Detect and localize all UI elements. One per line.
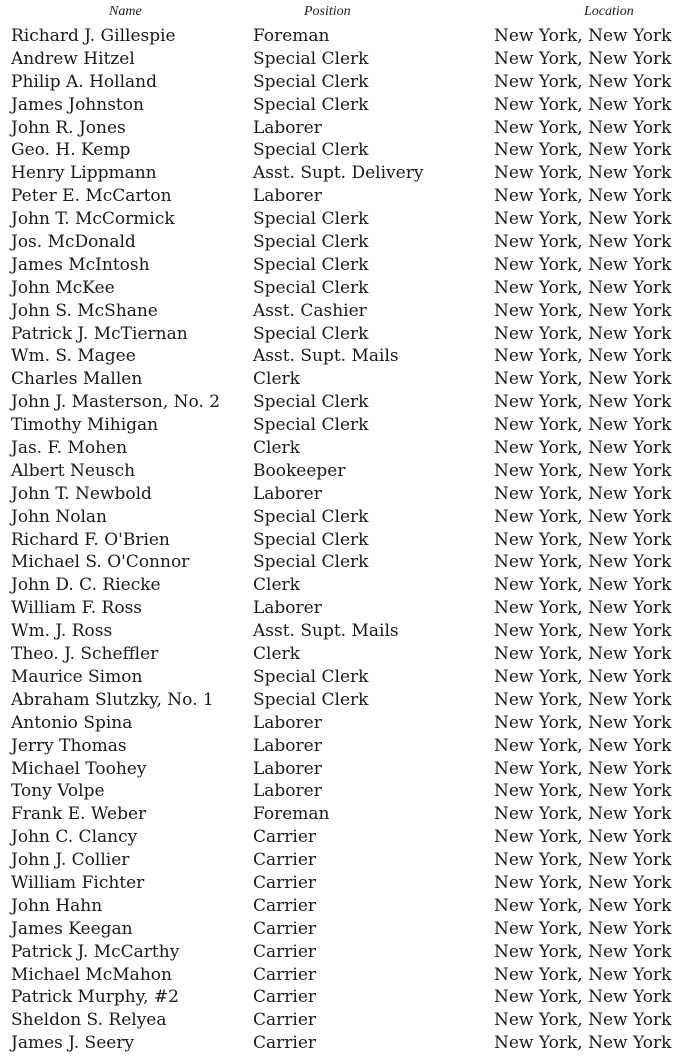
cell-location: New York, New York xyxy=(494,712,672,733)
cell-location: New York, New York xyxy=(494,666,672,687)
cell-name: Patrick Murphy, #2 xyxy=(11,987,179,1008)
cell-name: Andrew Hitzel xyxy=(11,48,135,69)
cell-position: Clerk xyxy=(253,644,300,665)
cell-position: Asst. Supt. Delivery xyxy=(253,163,424,184)
cell-location: New York, New York xyxy=(494,254,672,275)
cell-position: Special Clerk xyxy=(253,277,369,298)
cell-name: James McIntosh xyxy=(11,254,150,275)
cell-location: New York, New York xyxy=(494,735,672,756)
cell-name: James Johnston xyxy=(11,94,144,115)
cell-name: Maurice Simon xyxy=(11,666,143,687)
cell-location: New York, New York xyxy=(494,598,672,619)
table-row xyxy=(0,918,700,941)
cell-position: Carrier xyxy=(253,964,317,985)
table-row xyxy=(0,1009,700,1032)
column-header-name: Name xyxy=(109,4,142,19)
table-row xyxy=(0,529,700,552)
table-row xyxy=(0,391,700,414)
cell-name: Jos. McDonald xyxy=(11,232,136,253)
cell-position: Special Clerk xyxy=(253,323,369,344)
table-row xyxy=(0,826,700,849)
cell-name: James Keegan xyxy=(11,918,133,939)
cell-name: John R. Jones xyxy=(11,117,126,138)
cell-name: Michael S. O'Connor xyxy=(11,552,190,573)
table-row xyxy=(0,323,700,346)
cell-name: John Nolan xyxy=(11,506,107,527)
table-row xyxy=(0,208,700,231)
cell-name: William Fichter xyxy=(11,872,145,893)
table-row xyxy=(0,460,700,483)
cell-name: John T. Newbold xyxy=(11,483,152,504)
cell-position: Clerk xyxy=(253,575,300,596)
cell-location: New York, New York xyxy=(494,438,672,459)
table-row xyxy=(0,483,700,506)
table-row xyxy=(0,437,700,460)
cell-name: Jerry Thomas xyxy=(11,735,127,756)
table-row xyxy=(0,71,700,94)
table-row xyxy=(0,300,700,323)
cell-location: New York, New York xyxy=(494,392,672,413)
table-row xyxy=(0,986,700,1009)
cell-location: New York, New York xyxy=(494,689,672,710)
cell-location: New York, New York xyxy=(494,94,672,115)
cell-location: New York, New York xyxy=(494,506,672,527)
table-row xyxy=(0,689,700,712)
cell-name: John J. Collier xyxy=(11,850,130,871)
cell-name: John D. C. Riecke xyxy=(11,575,161,596)
cell-name: John J. Masterson, No. 2 xyxy=(11,392,221,413)
cell-position: Carrier xyxy=(253,941,317,962)
cell-name: Geo. H. Kemp xyxy=(11,140,131,161)
cell-position: Carrier xyxy=(253,1010,317,1031)
cell-position: Clerk xyxy=(253,369,300,390)
cell-position: Foreman xyxy=(253,804,330,825)
cell-location: New York, New York xyxy=(494,804,672,825)
cell-location: New York, New York xyxy=(494,1010,672,1031)
cell-location: New York, New York xyxy=(494,987,672,1008)
cell-location: New York, New York xyxy=(494,277,672,298)
cell-name: Patrick J. McTiernan xyxy=(11,323,188,344)
cell-position: Special Clerk xyxy=(253,94,369,115)
cell-position: Carrier xyxy=(253,895,317,916)
cell-name: Richard F. O'Brien xyxy=(11,529,170,550)
cell-location: New York, New York xyxy=(494,1033,672,1054)
cell-location: New York, New York xyxy=(494,644,672,665)
cell-position: Carrier xyxy=(253,987,317,1008)
table-row xyxy=(0,803,700,826)
cell-position: Asst. Supt. Mails xyxy=(253,621,399,642)
table-row xyxy=(0,139,700,162)
table-row xyxy=(0,185,700,208)
table-row xyxy=(0,872,700,895)
table-row xyxy=(0,735,700,758)
cell-name: Peter E. McCarton xyxy=(11,186,172,207)
cell-location: New York, New York xyxy=(494,850,672,871)
cell-position: Carrier xyxy=(253,850,317,871)
cell-location: New York, New York xyxy=(494,895,672,916)
table-row xyxy=(0,574,700,597)
table-row xyxy=(0,643,700,666)
cell-position: Laborer xyxy=(253,735,322,756)
cell-position: Special Clerk xyxy=(253,140,369,161)
cell-position: Carrier xyxy=(253,872,317,893)
table-row xyxy=(0,368,700,391)
cell-name: Sheldon S. Relyea xyxy=(11,1010,167,1031)
cell-position: Special Clerk xyxy=(253,71,369,92)
table-row xyxy=(0,620,700,643)
cell-location: New York, New York xyxy=(494,872,672,893)
table-row xyxy=(0,849,700,872)
cell-location: New York, New York xyxy=(494,369,672,390)
cell-location: New York, New York xyxy=(494,964,672,985)
cell-position: Laborer xyxy=(253,483,322,504)
cell-position: Special Clerk xyxy=(253,209,369,230)
cell-location: New York, New York xyxy=(494,209,672,230)
cell-name: Albert Neusch xyxy=(11,460,136,481)
cell-position: Asst. Cashier xyxy=(253,300,367,321)
cell-position: Laborer xyxy=(253,117,322,138)
cell-location: New York, New York xyxy=(494,48,672,69)
table-row xyxy=(0,780,700,803)
table-body xyxy=(0,25,700,1055)
cell-location: New York, New York xyxy=(494,163,672,184)
cell-position: Special Clerk xyxy=(253,506,369,527)
table-row xyxy=(0,414,700,437)
cell-position: Special Clerk xyxy=(253,415,369,436)
table-row xyxy=(0,964,700,987)
cell-name: Abraham Slutzky, No. 1 xyxy=(11,689,214,710)
cell-name: Theo. J. Scheffler xyxy=(11,644,159,665)
table-row xyxy=(0,25,700,48)
cell-name: John C. Clancy xyxy=(11,827,138,848)
cell-position: Special Clerk xyxy=(253,552,369,573)
table-row xyxy=(0,48,700,71)
cell-name: Michael McMahon xyxy=(11,964,172,985)
cell-location: New York, New York xyxy=(494,621,672,642)
cell-location: New York, New York xyxy=(494,827,672,848)
cell-location: New York, New York xyxy=(494,117,672,138)
cell-position: Bookeeper xyxy=(253,460,346,481)
cell-location: New York, New York xyxy=(494,460,672,481)
cell-location: New York, New York xyxy=(494,552,672,573)
table-row xyxy=(0,597,700,620)
cell-location: New York, New York xyxy=(494,781,672,802)
cell-location: New York, New York xyxy=(494,758,672,779)
cell-location: New York, New York xyxy=(494,575,672,596)
cell-location: New York, New York xyxy=(494,415,672,436)
cell-location: New York, New York xyxy=(494,941,672,962)
cell-location: New York, New York xyxy=(494,300,672,321)
cell-position: Foreman xyxy=(253,26,330,46)
cell-position: Special Clerk xyxy=(253,666,369,687)
table-row xyxy=(0,162,700,185)
cell-position: Special Clerk xyxy=(253,529,369,550)
cell-location: New York, New York xyxy=(494,529,672,550)
cell-position: Carrier xyxy=(253,918,317,939)
table-row xyxy=(0,345,700,368)
cell-position: Asst. Supt. Mails xyxy=(253,346,399,367)
cell-location: New York, New York xyxy=(494,186,672,207)
cell-name: John Hahn xyxy=(11,895,103,916)
cell-position: Laborer xyxy=(253,712,322,733)
cell-position: Clerk xyxy=(253,438,300,459)
cell-name: Richard J. Gillespie xyxy=(11,26,176,46)
table-row xyxy=(0,941,700,964)
cell-position: Special Clerk xyxy=(253,254,369,275)
cell-position: Laborer xyxy=(253,758,322,779)
cell-name: Wm. J. Ross xyxy=(11,621,113,642)
cell-position: Carrier xyxy=(253,1033,317,1054)
cell-location: New York, New York xyxy=(494,346,672,367)
table-row xyxy=(0,758,700,781)
cell-name: Jas. F. Mohen xyxy=(11,438,128,459)
table-row xyxy=(0,506,700,529)
cell-location: New York, New York xyxy=(494,918,672,939)
cell-name: John S. McShane xyxy=(11,300,158,321)
cell-name: Timothy Mihigan xyxy=(11,415,159,436)
cell-name: Patrick J. McCarthy xyxy=(11,941,180,962)
table-row xyxy=(0,666,700,689)
cell-name: Philip A. Holland xyxy=(11,71,157,92)
cell-name: Wm. S. Magee xyxy=(11,346,136,367)
table-header xyxy=(0,4,700,22)
cell-name: William F. Ross xyxy=(11,598,143,619)
cell-name: Frank E. Weber xyxy=(11,804,147,825)
cell-position: Special Clerk xyxy=(253,232,369,253)
cell-name: John McKee xyxy=(11,277,115,298)
cell-name: James J. Seery xyxy=(11,1033,135,1054)
column-header-position: Position xyxy=(304,4,351,19)
cell-location: New York, New York xyxy=(494,483,672,504)
cell-name: Henry Lippmann xyxy=(11,163,157,184)
cell-name: Charles Mallen xyxy=(11,369,143,390)
cell-position: Laborer xyxy=(253,781,322,802)
table-row xyxy=(0,277,700,300)
cell-name: Michael Toohey xyxy=(11,758,147,779)
cell-location: New York, New York xyxy=(494,323,672,344)
cell-location: New York, New York xyxy=(494,26,672,46)
table-row xyxy=(0,254,700,277)
table-row xyxy=(0,551,700,574)
cell-location: New York, New York xyxy=(494,140,672,161)
cell-position: Special Clerk xyxy=(253,48,369,69)
column-header-location: Location xyxy=(584,4,634,19)
cell-position: Laborer xyxy=(253,598,322,619)
cell-position: Special Clerk xyxy=(253,392,369,413)
cell-name: Tony Volpe xyxy=(11,781,105,802)
cell-position: Special Clerk xyxy=(253,689,369,710)
table-row xyxy=(0,1032,700,1055)
table-row xyxy=(0,712,700,735)
cell-name: John T. McCormick xyxy=(11,209,175,230)
cell-name: Antonio Spina xyxy=(11,712,133,733)
table-row xyxy=(0,231,700,254)
cell-location: New York, New York xyxy=(494,71,672,92)
cell-location: New York, New York xyxy=(494,232,672,253)
cell-position: Carrier xyxy=(253,827,317,848)
table-row xyxy=(0,117,700,140)
table-row xyxy=(0,895,700,918)
table-row xyxy=(0,94,700,117)
cell-position: Laborer xyxy=(253,186,322,207)
